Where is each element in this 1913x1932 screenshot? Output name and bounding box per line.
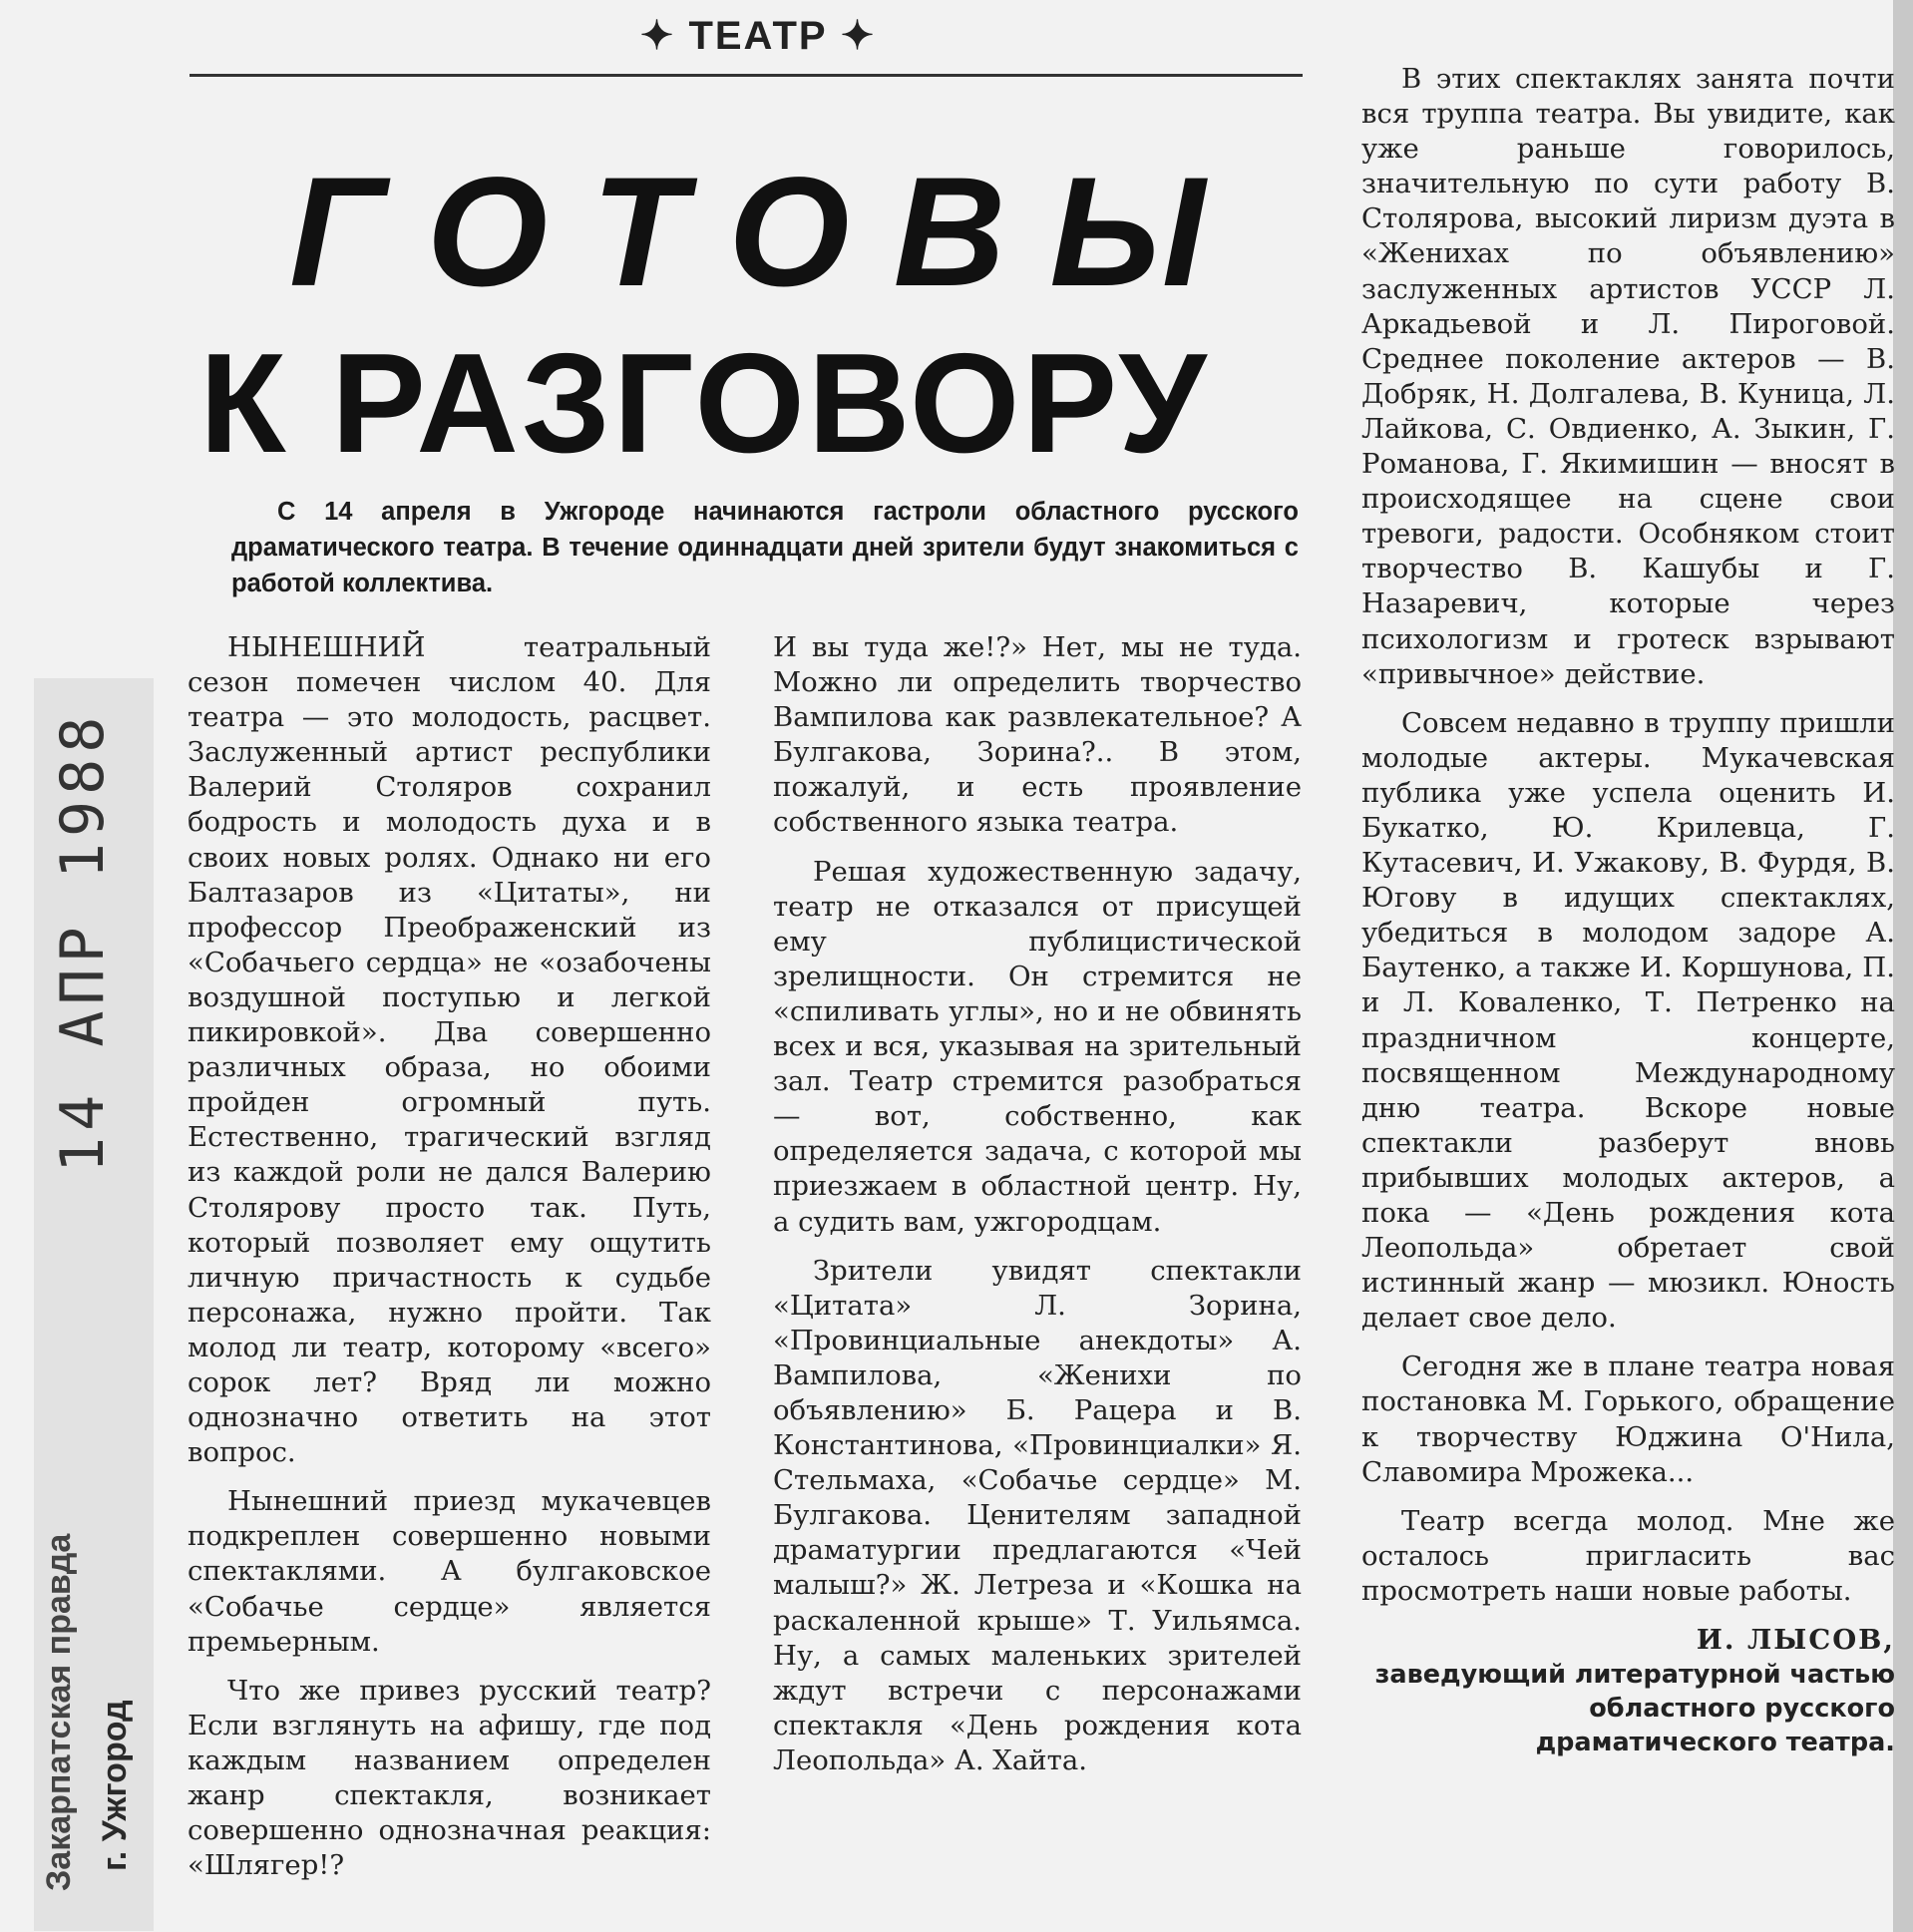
stamp-city: г. Ужгород — [96, 1700, 134, 1871]
archive-stamp-rotated — [34, 678, 154, 1931]
lead-text: С 14 апреля в Ужгороде начинаются гастроли областного русского драматического театра. В течение одиннадцати дней зрители будут знакомиться с работой коллектива. — [231, 498, 1299, 597]
paragraph: Что же привез русский театр? Если взглянуть на афишу, где под каждым названием определен жанр спектакля, возникает совершенно однозначная реакция: «Шлягер!? — [188, 1674, 711, 1882]
header-rule — [190, 74, 1303, 77]
author-name: И. ЛЫСОВ, — [1696, 1624, 1895, 1657]
article-column-2 — [773, 630, 1302, 1792]
scan-edge — [1893, 0, 1913, 1932]
author-signature — [1361, 1623, 1895, 1759]
stamp-newspaper-name: Закарпатская правда — [40, 1533, 78, 1891]
star-ornament-icon: ✦ — [840, 14, 877, 58]
star-ornament-icon: ✦ — [639, 14, 676, 58]
rubric-label: ТЕАТР — [688, 14, 828, 58]
lead-paragraph — [231, 494, 1299, 601]
paragraph: Нынешний приезд мукачевцев подкреплен совершенно новыми спектаклями. А булгаковское «Собачье сердце» является премьерным. — [188, 1485, 711, 1658]
article-column-1 — [188, 630, 711, 1897]
paragraph: И вы туда же!?» Нет, мы не туда. Можно ли определить творчество Вампилова как развлекательное? А Булгакова, Зорина?.. В этом, пожалуй, и есть проявление собственного языка театра. — [773, 631, 1302, 839]
paragraph: В этих спектаклях занята почти вся труппа театра. Вы увидите, как уже раньше говорилось, значительную по сути работу В. Столярова, высокий лиризм дуэта в «Женихах по объявлению» заслуженных артистов УССР Л. Аркадьевой и Л. Пироговой. Среднее поколение актеров — В. Добряк, Н. Долгалева, В. Куница, Л. Лайкова, С. Овдиенко, А. Зыкин, Г. Романова, Г. Якимишин — вносят в происходящее на сцене свои тревоги, радости. Особняком стоит творчество В. Кашубы и Г. Назаревич, которые через психологизм и гротеск взрывают «привычное» действие. — [1361, 63, 1895, 690]
headline-line-1: ГОТОВЫ — [289, 146, 1250, 319]
paragraph: Совсем недавно в труппу пришли молодые актеры. Мукачевская публика уже успела оценить И. Букатко, Ю. Крилевца, Г. Кутасевич, И. Ужакову, В. Фурдя, В. Югову в идущих спектаклях, убедиться в молодом задоре А. Баутенко, а также И. Коршунова, П. и Л. Коваленко, Т. Петренко на праздничном концерте, посвященном Международному дню театра. Вскоре новые спектакли разберут вновь прибывших молодых актеров, а пока — «День рождения кота Леопольда» обретает свой истинный жанр — мюзикл. Юность делает свое дело. — [1361, 706, 1895, 1335]
section-rubric — [598, 8, 918, 68]
stamp-date: 14 АПР 1988 — [48, 710, 118, 1173]
author-role: заведующий литературной частью областного русского драматического театра. — [1374, 1660, 1895, 1758]
paragraph: НЫНЕШНИЙ театральный сезон помечен числом 40. Для театра — это молодость, расцвет. Заслуженный артист республики Валерий Столяров сохранил бодрость и молодость духа и в своих новых ролях. Однако ни его Балтазаров из «Цитаты», ни профессор Преображенский из «Собачьего сердца» не «озабочены воздушной поступью и легкой пикировкой». Два совершенно различных образа, но обоими пройден огромный путь. Естественно, трагический взгляд из каждой роли не дался Валерию Столярову просто так. Путь, который позволяет ему ощутить личную причастность к судьбе персонажа, нужно пройти. Так молод ли театр, которому «всего» сорок лет? Вряд ли можно однозначно ответить на этот вопрос. — [188, 631, 711, 1469]
paragraph: Решая художественную задачу, театр не отказался от присущей ему публицистической зрелищности. Он стремится не «спиливать углы», но и не обвинять всех и вся, указывая на зрительный зал. Театр стремится разобраться — вот, собственно, как определяется задача, с которой мы приезжаем в областной центр. Ну, а судить вам, ужгородцам. — [773, 855, 1302, 1238]
paragraph: Театр всегда молод. Мне же осталось пригласить вас просмотреть наши новые работы. — [1361, 1504, 1895, 1607]
headline-line-2: К РАЗГОВОРУ — [199, 324, 1210, 483]
archive-stamp-strip — [34, 678, 154, 1931]
paragraph: Сегодня же в плане театра новая постановка М. Горького, обращение к творчеству Юджина О'Нила, Славомира Мрожека... — [1361, 1351, 1895, 1488]
article-column-3 — [1361, 62, 1895, 1759]
paragraph: Зрители увидят спектакли «Цитата» Л. Зорина, «Провинциальные анекдоты» А. Вампилова, «Женихи по объявлению» Б. Рацера и В. Константинова, «Провинциалки» Я. Стельмаха, «Собачье сердце» М. Булгакова. Ценителям западной драматургии предлагаются «Чей малыш?» Ж. Летреза и «Кошка на раскаленной крыше» Т. Уильямса. Ну, а самых маленьких зрителей ждут встречи с персонажами спектакля «День рождения кота Леопольда» А. Хайта. — [773, 1254, 1302, 1776]
